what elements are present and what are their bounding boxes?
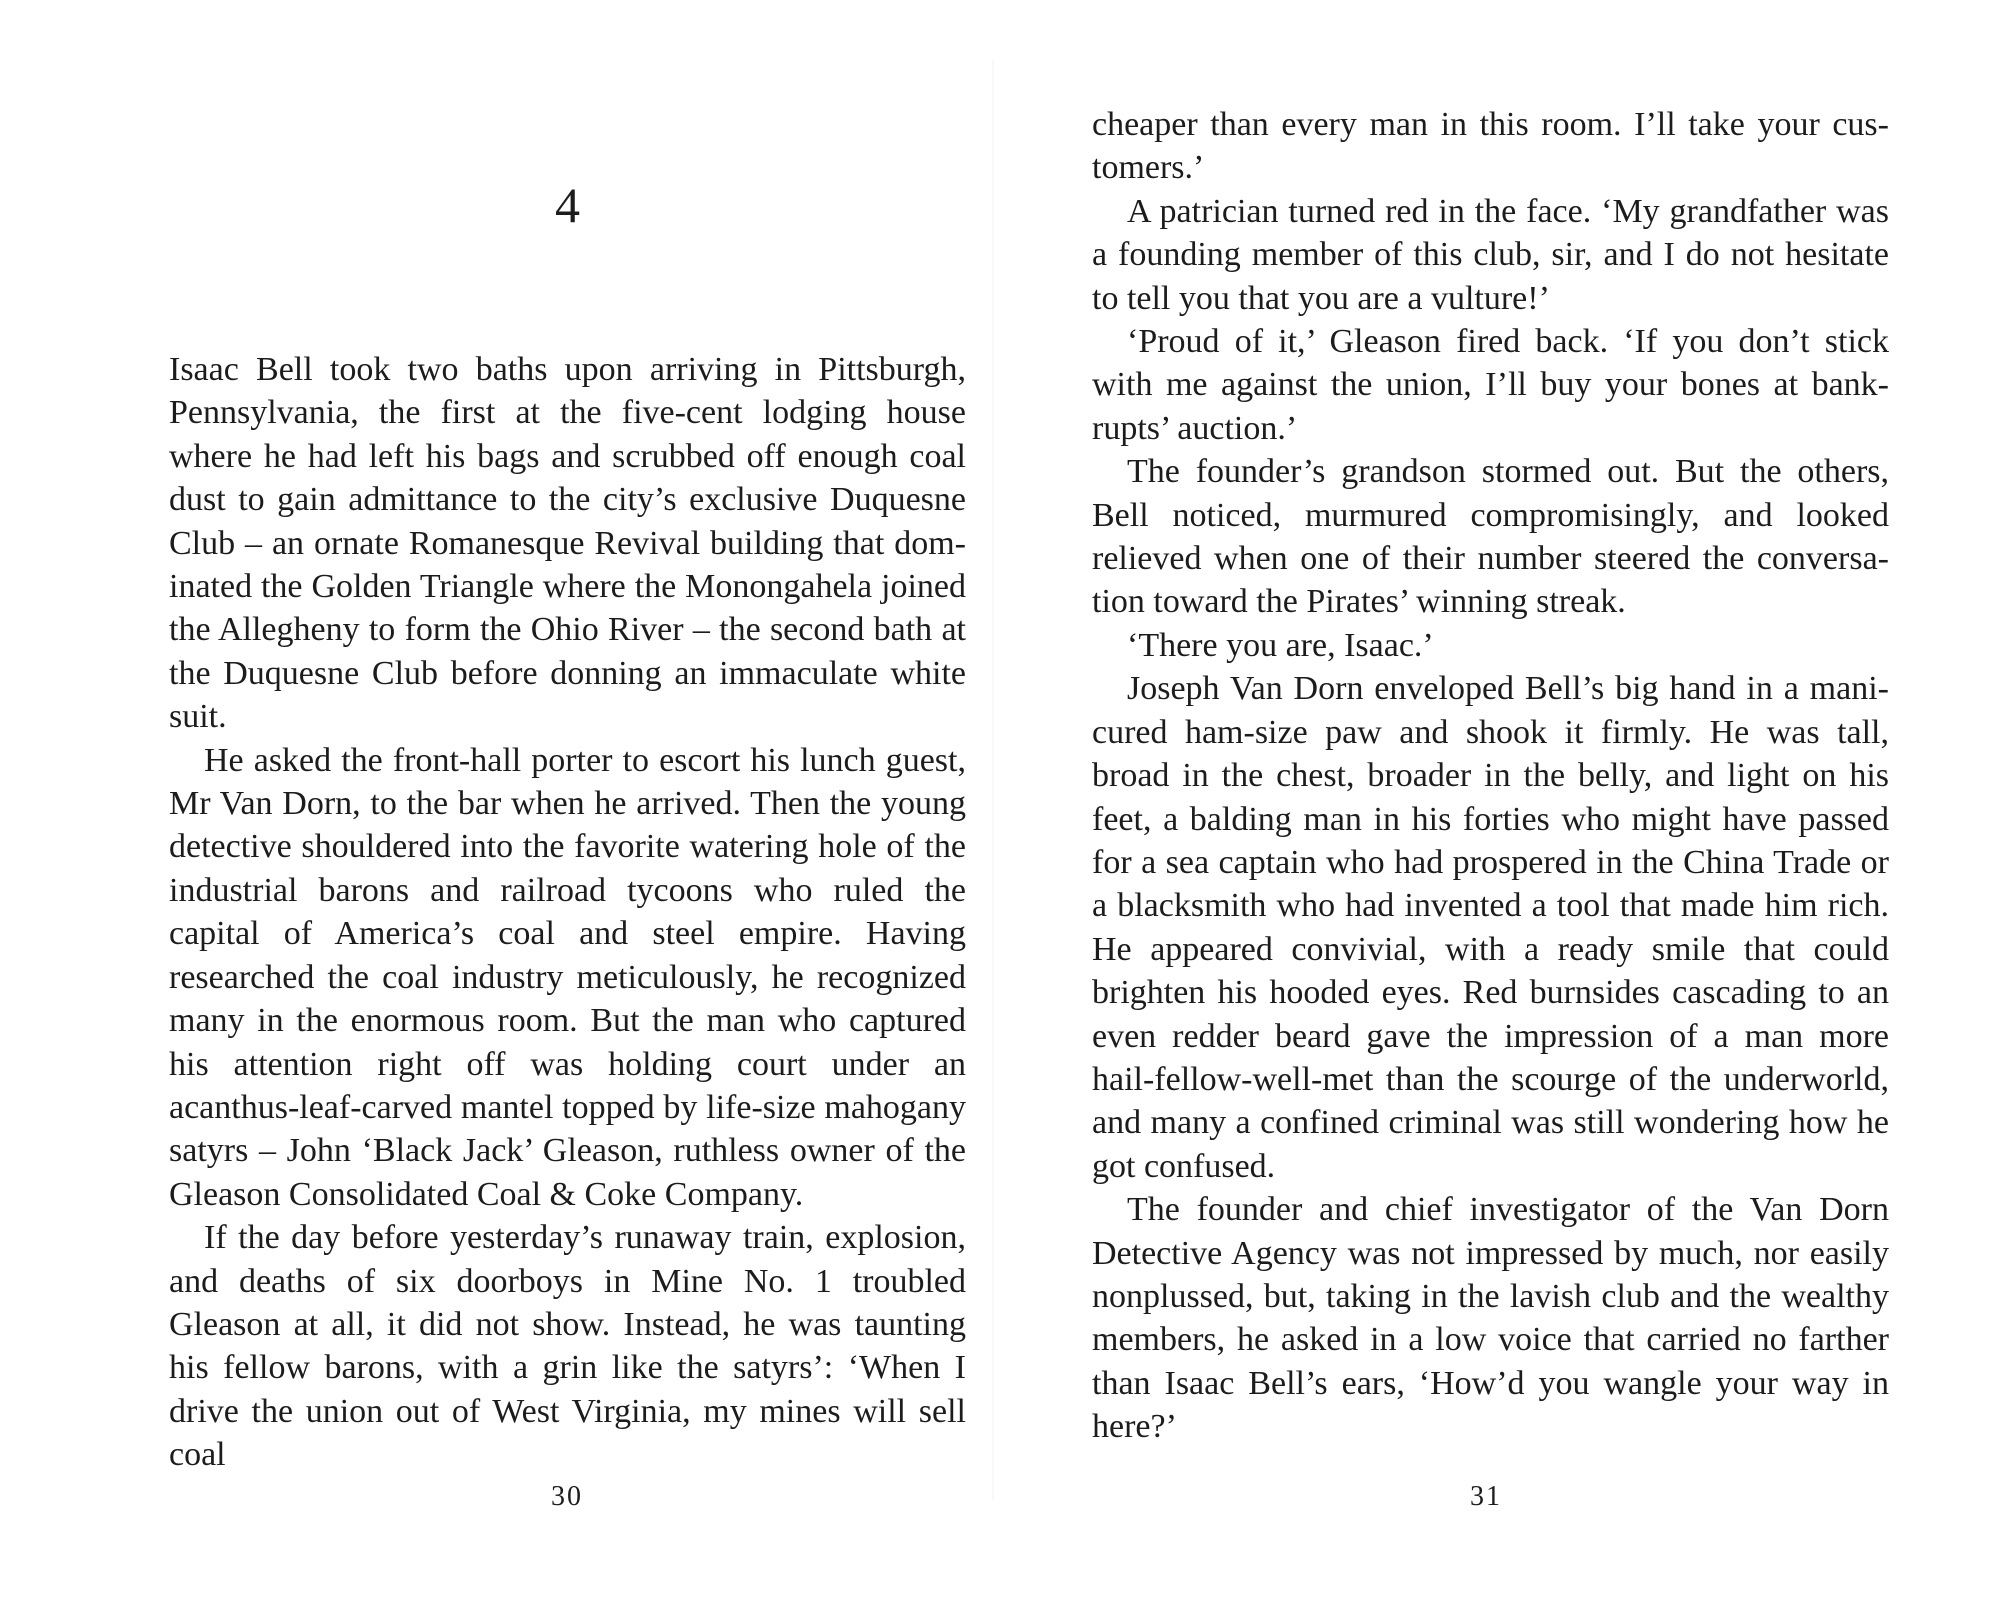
left-paragraph-1: Isaac Bell took two baths upon arriving in Pittsburgh, Pennsylvania, the first at the five-cent lodging house where he had left his bags and scrubbed off enough coal dust to gain admittance to the city’s exclusive Duquesne Club – an ornate Romanesque Revival building that dominated the Golden Triangle where the Monongahela joined the Allegheny to form the Ohio River – the second bath at the Duquesne Club before donning an immaculate white suit.: [169, 351, 966, 736]
right-paragraph-7: The founder and chief investigator of the Van Dorn Detective Agency was not impressed by much, nor easily nonplussed, but, taking in the lavish club and the wealthy members, he asked in a low voice that carried no farther than Isaac Bell’s ears, ‘How’d you wangle your way in here?’: [1092, 1191, 1889, 1446]
right-paragraph-3: ‘Proud of it,’ Gleason fired back. ‘If you don’t stick with me against the union, I’ll buy your bones at bankrupts’ auction.’: [1092, 323, 1889, 447]
left-paragraph-2: He asked the front-hall porter to escort his lunch guest, Mr Van Dorn, to the bar when he arrived. Then the young detective shouldered into the favorite watering hole of the industrial barons and railroad tycoons who ruled the capital of America’s coal and steel empire. Having researched the coal industry meticulously, he recognized many in the enormous room. But the man who captured his attention right off was holding court under an acanthus-leaf-carved mantel topped by life-size mahogany satyrs – John ‘Black Jack’ Gleason, ruthless owner of the Gleason Consolidated Coal & Coke Company.: [169, 741, 966, 1213]
left-page: [169, 348, 966, 1477]
left-page-number: 30: [551, 1481, 583, 1512]
right-paragraph-6: Joseph Van Dorn enveloped Bell’s big hand in a manicured ham-size paw and shook it firmly. He was tall, broad in the chest, broader in the belly, and light on his feet, a balding man in his forties who might have passed for a sea captain who had prospered in the China Trade or a blacksmith who had invented a tool that made him rich. He appeared convivial, with a ready smile that could brighten his hooded eyes. Red burnsides cascading to an even redder beard gave the impression of a man more hail-fellow-well-met than the scourge of the underworld, and many a confined criminal was still wondering how he got confused.: [1092, 670, 1889, 1185]
right-paragraph-2: A patrician turned red in the face. ‘My grandfather was a founding member of this club, sir, and I do not hesitate to tell you that you are a vulture!’: [1092, 192, 1889, 317]
chapter-number: 4: [555, 177, 580, 233]
left-paragraph-3: If the day before yesterday’s runaway train, explosion, and deaths of six doorboys in Mine No. 1 troubled Gleason at all, it did not show. Instead, he was taunting his fellow barons, with a grin like the satyrs’: ‘When I drive the union out of West Virginia, my mines will sell coal: [169, 1219, 966, 1474]
right-page-number: 31: [1470, 1481, 1502, 1512]
book-gutter: [992, 60, 994, 1500]
right-paragraph-4: The founder’s grandson stormed out. But the others, Bell noticed, murmured compromisingly, and looked relieved when one of their number steered the conversation toward the Pirates’ winning streak.: [1092, 453, 1889, 621]
right-page: [1092, 103, 1889, 1449]
right-paragraph-1: cheaper than every man in this room. I’ll take your customers.’: [1092, 106, 1889, 187]
right-paragraph-5: ‘There you are, Isaac.’: [1127, 626, 1434, 664]
